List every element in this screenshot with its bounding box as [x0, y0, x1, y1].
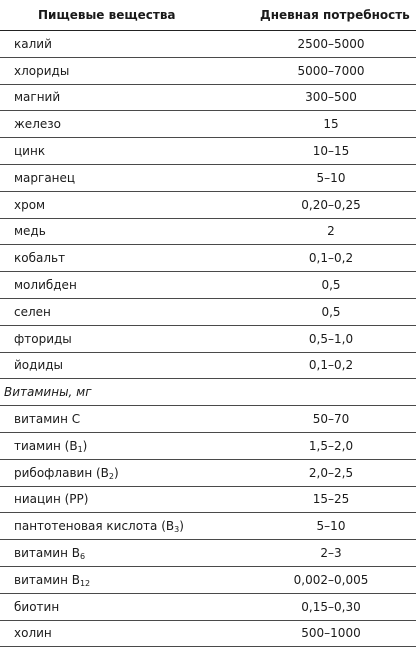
- nutrient-name: [0, 298, 246, 325]
- daily-need-value: 0,15–0,30: [246, 593, 416, 620]
- vitamin-subscript: 6: [79, 552, 86, 562]
- nutrient-name-text: хлориды: [14, 63, 70, 78]
- nutrient-name: [0, 138, 246, 165]
- table-header-row: [0, 0, 416, 31]
- nutrient-name-suffix: ): [113, 465, 119, 480]
- table-row: [0, 459, 416, 486]
- nutrient-name: [0, 31, 246, 58]
- section-row-vitamins: [0, 379, 416, 406]
- daily-need-value: 2–3: [246, 540, 416, 567]
- nutrient-name: [0, 325, 246, 352]
- nutrient-name: [0, 486, 246, 513]
- table-row: [0, 540, 416, 567]
- nutrient-name-text: витамин С: [14, 412, 81, 427]
- nutrient-name: [0, 57, 246, 84]
- daily-need-value: 0,20–0,25: [246, 191, 416, 218]
- nutrient-name-text: магний: [14, 90, 61, 105]
- nutrient-name-text: медь: [14, 224, 46, 239]
- daily-need-value: 2500–5000: [246, 31, 416, 58]
- nutrient-name-text: кобальт: [14, 251, 66, 266]
- daily-need-value: 5–10: [246, 164, 416, 191]
- table-row: [0, 138, 416, 165]
- vitamin-subscript: 1: [77, 444, 83, 454]
- table-row: [0, 111, 416, 138]
- daily-need-value: 2,0–2,5: [246, 459, 416, 486]
- table-row: [0, 566, 416, 593]
- table-row: [0, 620, 416, 647]
- daily-need-value: 10–15: [246, 138, 416, 165]
- header-nutrients: Пищевые вещества: [0, 0, 246, 31]
- daily-need-value: 0,5–1,0: [246, 325, 416, 352]
- nutrient-name-text: тиамин (В: [14, 438, 78, 453]
- table-row: [0, 57, 416, 84]
- nutrient-name: [0, 459, 246, 486]
- daily-need-value: 500–1000: [246, 620, 416, 647]
- daily-need-value: 5000–7000: [246, 57, 416, 84]
- nutrient-name: [0, 164, 246, 191]
- nutrient-name-text: хром: [14, 197, 46, 212]
- nutrient-name-text: ниацин (РР): [14, 492, 89, 507]
- table-row: [0, 191, 416, 218]
- nutrient-name: [0, 218, 246, 245]
- daily-need-value: 2: [246, 218, 416, 245]
- table-row: [0, 31, 416, 58]
- daily-need-value: 1,5–2,0: [246, 432, 416, 459]
- nutrient-name-text: железо: [14, 117, 61, 132]
- table-row: [0, 218, 416, 245]
- nutrient-name-text: калий: [14, 36, 52, 51]
- daily-need-value: 15–25: [246, 486, 416, 513]
- nutrient-name: [0, 111, 246, 138]
- daily-need-value: 50–70: [246, 406, 416, 433]
- daily-need-value: 300–500: [246, 84, 416, 111]
- nutrient-name-text: марганец: [14, 170, 76, 185]
- table-row: [0, 272, 416, 299]
- nutrient-name: [0, 406, 246, 433]
- section-title: Витамины, мг: [0, 379, 416, 406]
- nutrient-name: [0, 191, 246, 218]
- nutrient-name: [0, 513, 246, 540]
- nutrient-name: [0, 566, 246, 593]
- table-row: [0, 84, 416, 111]
- nutrient-name: [0, 245, 246, 272]
- nutrient-name-text: йодиды: [14, 358, 64, 373]
- table-row: [0, 432, 416, 459]
- nutrient-name-text: витамин В: [14, 546, 80, 561]
- nutrient-name-text: холин: [14, 626, 52, 641]
- table-body: [0, 31, 416, 647]
- nutrient-name-text: селен: [14, 304, 51, 319]
- table-row: [0, 513, 416, 540]
- nutrient-name: [0, 593, 246, 620]
- daily-need-value: 0,5: [246, 298, 416, 325]
- vitamin-subscript: 12: [79, 578, 91, 588]
- nutrient-name-text: пантотеновая кислота (В: [14, 519, 175, 534]
- nutrient-name: [0, 540, 246, 567]
- nutrient-name: [0, 352, 246, 379]
- daily-need-value: 0,1–0,2: [246, 352, 416, 379]
- table-row: [0, 245, 416, 272]
- nutrient-name-text: биотин: [14, 599, 60, 614]
- table-row: [0, 406, 416, 433]
- daily-need-value: 0,5: [246, 272, 416, 299]
- nutrient-name: [0, 84, 246, 111]
- table-row: [0, 486, 416, 513]
- nutrient-name-text: рибофлавин (В: [14, 465, 109, 480]
- daily-need-value: 0,1–0,2: [246, 245, 416, 272]
- table-row: [0, 298, 416, 325]
- daily-need-value: 15: [246, 111, 416, 138]
- nutrient-name: [0, 620, 246, 647]
- nutrient-name: [0, 272, 246, 299]
- nutrient-name-suffix: ): [179, 519, 184, 534]
- table-row: [0, 593, 416, 620]
- header-daily-need: Дневная потребность: [246, 0, 416, 31]
- nutrient-name-suffix: ): [82, 438, 88, 453]
- nutrient-name-text: молибден: [14, 278, 77, 293]
- daily-need-value: 0,002–0,005: [246, 566, 416, 593]
- nutrient-name-text: витамин В: [14, 572, 80, 587]
- vitamin-subscript: 3: [174, 525, 180, 535]
- daily-need-value: 5–10: [246, 513, 416, 540]
- nutrient-name: [0, 432, 246, 459]
- nutrient-name-text: цинк: [14, 144, 46, 159]
- table-row: [0, 164, 416, 191]
- nutrient-name-text: фториды: [14, 331, 72, 346]
- table-row: [0, 352, 416, 379]
- table-row: [0, 325, 416, 352]
- vitamin-subscript: 2: [108, 471, 114, 481]
